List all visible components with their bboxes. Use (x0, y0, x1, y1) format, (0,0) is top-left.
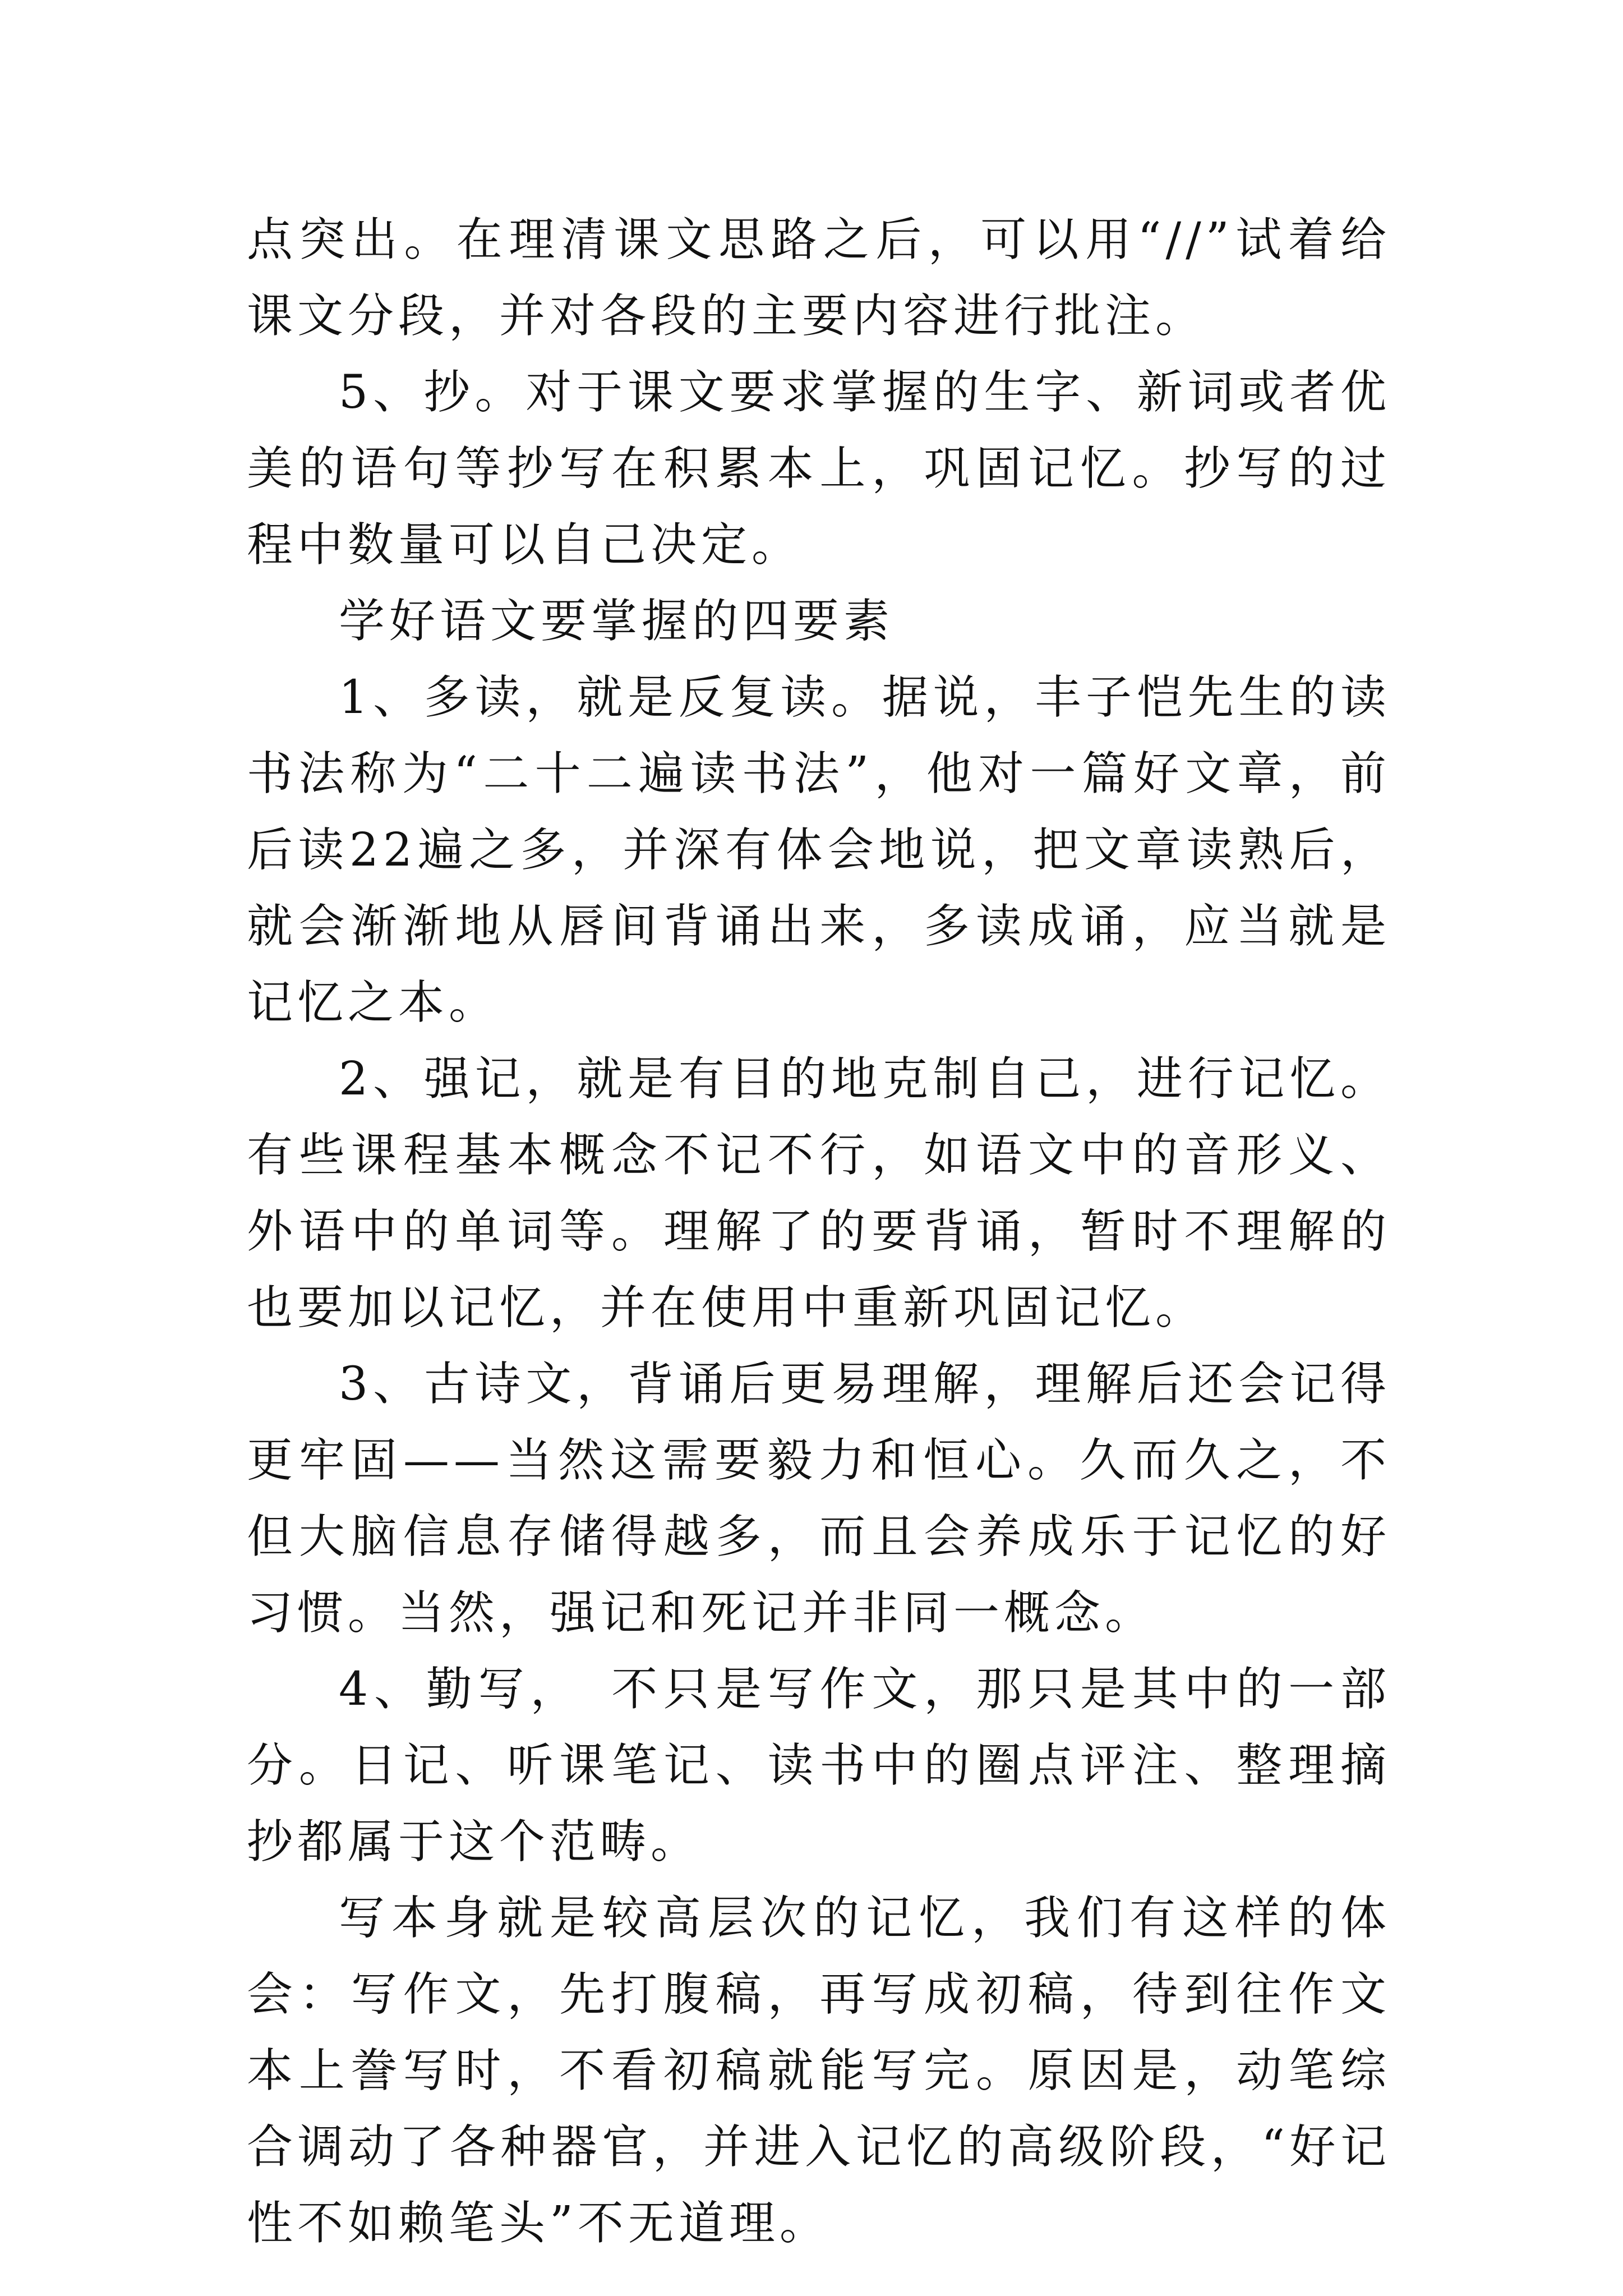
paragraph-continuation: 点突出。在理清课文思路之后，可以用“//”试着给课文分段，并对各段的主要内容进行批注。 (247, 213, 1391, 343)
document-body (247, 202, 1391, 2262)
paragraph-copy-method: 5、抄。对于课文要求掌握的生字、新词或者优美的语句等抄写在积累本上，巩固记忆。抄写的过程中数量可以自己决定。 (247, 366, 1391, 572)
paragraph-memorize: 2、强记，就是有目的地克制自己，进行记忆。有些课程基本概念不记不行，如语文中的音形义、外语中的单词等。理解了的要背诵，暂时不理解的也要加以记忆，并在使用中重新巩固记忆。 (247, 1052, 1391, 1335)
paragraph-write-often: 4、勤写， 不只是写作文，那只是其中的一部分。日记、听课笔记、读书中的圈点评注、整理摘抄都属于这个范畴。 (247, 1663, 1391, 1869)
paragraph-classical-poetry: 3、古诗文，背诵后更易理解，理解后还会记得更牢固——当然这需要毅力和恒心。久而久之，不但大脑信息存储得越多，而且会养成乐于记忆的好习惯。当然，强记和死记并非同一概念。 (247, 1358, 1391, 1640)
paragraph-read-more: 1、多读，就是反复读。据说，丰子恺先生的读书法称为“二十二遍读书法”，他对一篇好文章，前后读22遍之多，并深有体会地说，把文章读熟后，就会渐渐地从唇间背诵出来，多读成诵，应当就是记忆之本。 (247, 671, 1391, 1029)
paragraph-writing-memory: 写本身就是较高层次的记忆，我们有这样的体会：写作文，先打腹稿，再写成初稿，待到往作文本上誊写时，不看初稿就能写完。原因是，动笔综合调动了各种器官，并进入记忆的高级阶段，“好记性不如赖笔头”不无道理。 (247, 1892, 1391, 2250)
section-heading: 学好语文要掌握的四要素 (339, 595, 895, 648)
